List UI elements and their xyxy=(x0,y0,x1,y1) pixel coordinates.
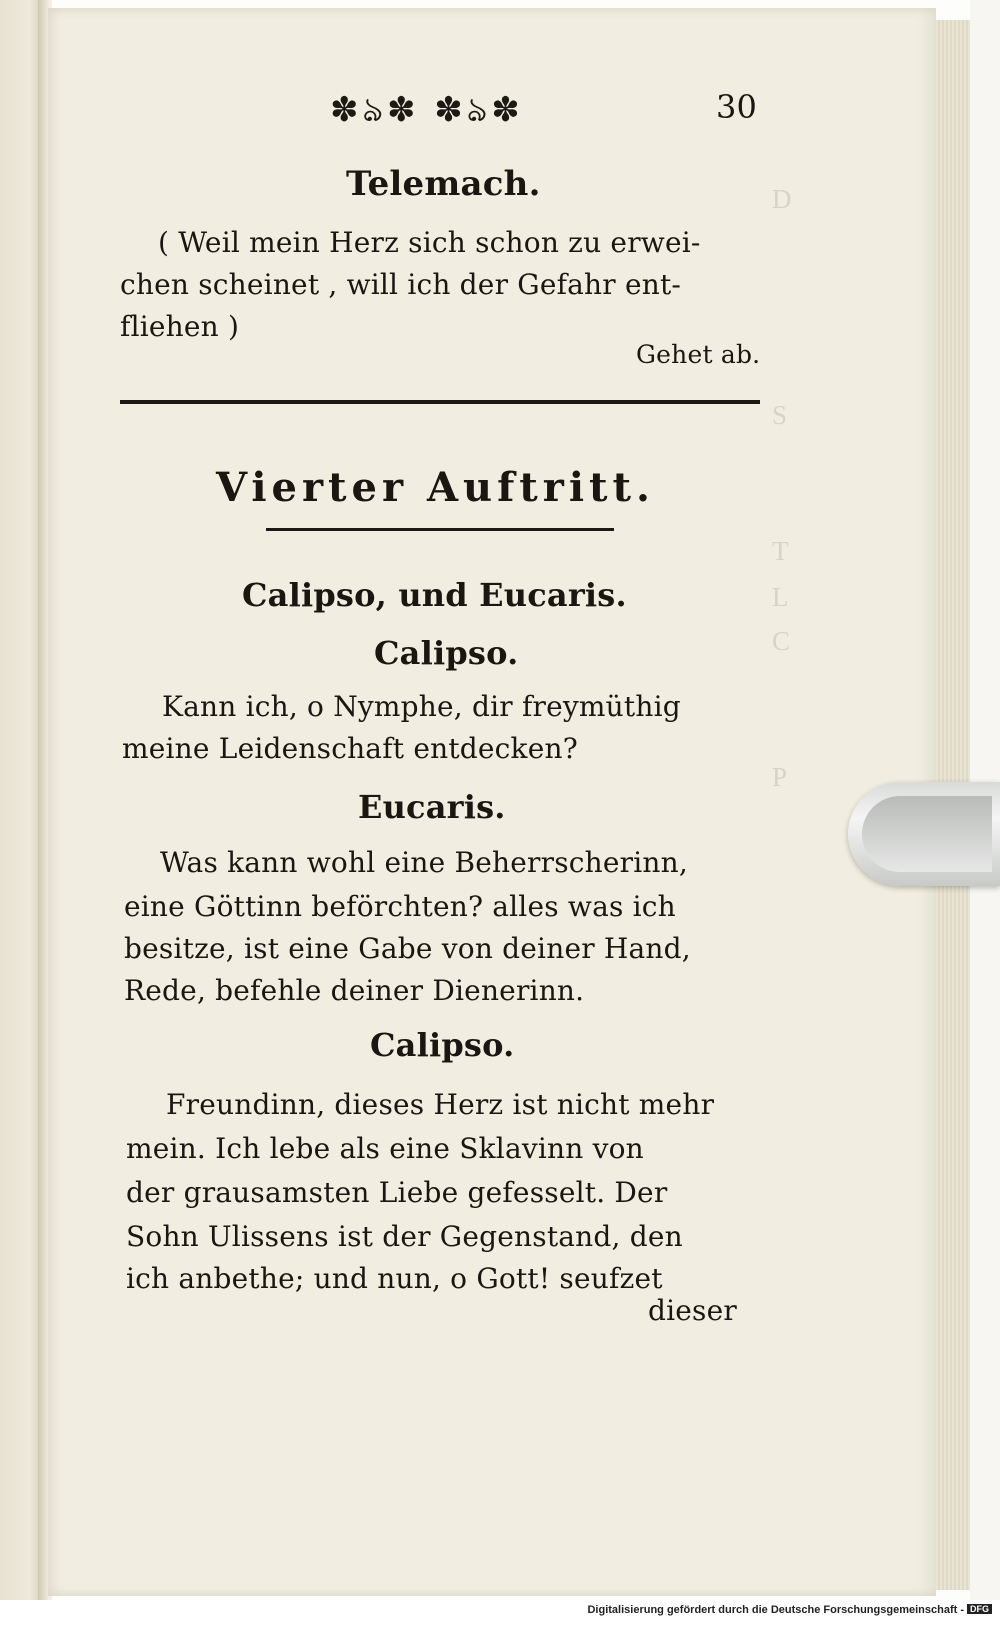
text-line: mein. Ich lebe als eine Sklavinn von xyxy=(126,1132,644,1165)
text-line: eine Göttinn beförchten? alles was ich xyxy=(124,890,676,923)
text-line: ( Weil mein Herz sich schon zu erwei- xyxy=(158,226,701,259)
bleed-through: S xyxy=(772,400,788,430)
scene-title: Vierter Auftritt. xyxy=(216,464,655,511)
text-line: Kann ich, o Nymphe, dir freymüthig xyxy=(162,690,681,723)
header-ornament: ✽ঌ✽ ✽ঌ✽ xyxy=(330,90,524,130)
text-line: Sohn Ulissens ist der Gegenstand, den xyxy=(126,1220,683,1253)
text-line: Was kann wohl eine Beherrscherinn, xyxy=(160,846,688,879)
catchword: dieser xyxy=(648,1294,737,1327)
text-line: chen scheinet , will ich der Gefahr ent- xyxy=(120,268,682,301)
speaker-heading: Calipso. xyxy=(370,1026,515,1064)
text-line: meine Leidenschaft entdecken? xyxy=(122,732,578,765)
exit-note: Gehet ab. xyxy=(636,340,761,369)
section-rule xyxy=(120,400,760,404)
characters-line: Calipso, und Eucaris. xyxy=(242,576,627,614)
bleed-through: L xyxy=(772,582,789,612)
bleed-through: P xyxy=(772,762,788,792)
digitization-credit xyxy=(587,1604,992,1616)
bleed-through: C xyxy=(772,626,791,656)
left-page-edge xyxy=(0,0,42,1600)
dfg-logo: DFG xyxy=(967,1604,992,1614)
speaker-heading: Calipso. xyxy=(374,634,519,672)
speaker-heading: Telemach. xyxy=(346,164,541,204)
title-rule xyxy=(266,528,614,531)
page-number: 30 xyxy=(716,88,758,126)
bleed-through: D xyxy=(772,184,792,214)
bleed-through: T xyxy=(772,536,789,566)
text-line: der grausamsten Liebe gefesselt. Der xyxy=(126,1176,668,1209)
speaker-heading: Eucaris. xyxy=(358,788,506,826)
text-line: besitze, ist eine Gabe von deiner Hand, xyxy=(124,932,691,965)
credit-text: Digitalisierung gefördert durch die Deutsche Forschungsgemeinschaft - xyxy=(587,1604,964,1616)
text-line: ich anbethe; und nun, o Gott! seufzet xyxy=(126,1262,663,1295)
page-clip xyxy=(848,782,1000,886)
text-line: fliehen ) xyxy=(120,310,240,343)
text-line: Rede, befehle deiner Dienerinn. xyxy=(124,974,585,1007)
text-line: Freundinn, dieses Herz ist nicht mehr xyxy=(166,1088,715,1121)
